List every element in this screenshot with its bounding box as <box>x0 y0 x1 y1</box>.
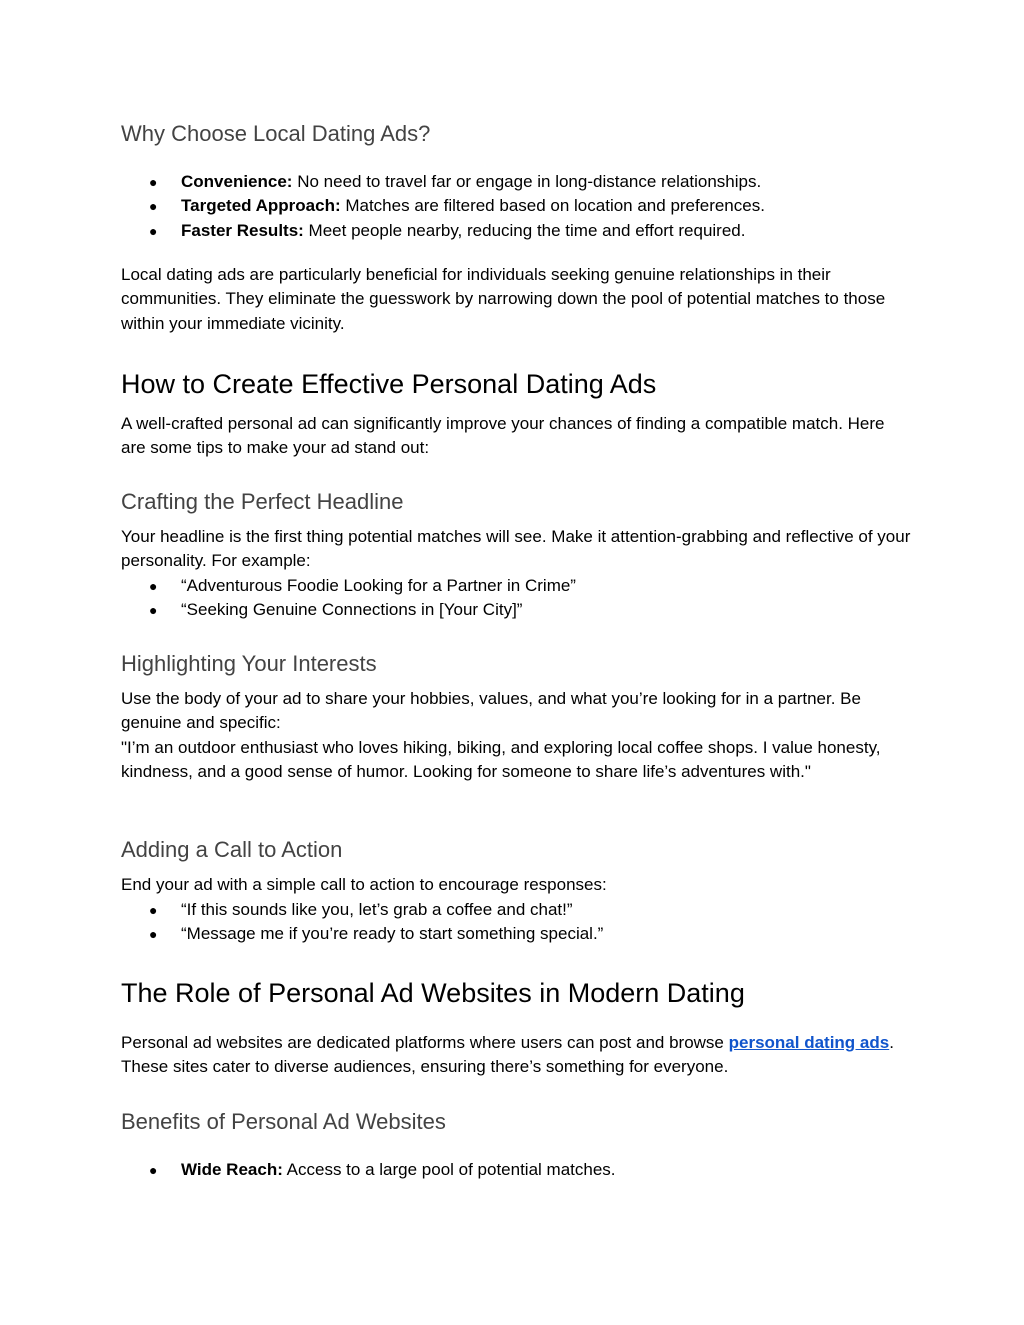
heading-why-choose: Why Choose Local Dating Ads? <box>121 121 431 146</box>
list-item <box>121 1158 616 1182</box>
bullet-icon: ● <box>149 926 158 943</box>
headline-examples-list <box>121 574 576 623</box>
list-item <box>121 898 603 922</box>
bullet-icon: ● <box>149 602 158 619</box>
list-item <box>121 574 576 598</box>
list-item <box>121 219 765 243</box>
intro-paragraph: A well-crafted personal ad can significantly improve your chances of finding a compatible match. Here are some tips to make your ad stand out: <box>121 414 885 458</box>
heading-how-to-create: How to Create Effective Personal Dating Ads <box>121 369 657 399</box>
websites-paragraph <box>121 1031 911 1080</box>
bullet-icon: ● <box>149 198 158 215</box>
cta-examples-list <box>121 898 603 947</box>
heading-role-of-websites: The Role of Personal Ad Websites in Modern Dating <box>121 978 745 1008</box>
bullet-icon: ● <box>149 222 158 239</box>
list-item <box>121 598 576 622</box>
heading-perfect-headline: Crafting the Perfect Headline <box>121 489 404 514</box>
list-text: Meet people nearby, reducing the time and effort required. <box>303 220 746 240</box>
list-text: “Adventurous Foodie Looking for a Partner in Crime” <box>181 576 576 595</box>
heading-benefits-websites: Benefits of Personal Ad Websites <box>121 1109 446 1134</box>
headline-paragraph: Your headline is the first thing potential matches will see. Make it attention-grabbing and reflective of your personality. For example: <box>121 527 911 571</box>
bullet-icon: ● <box>149 578 158 594</box>
list-term: Targeted Approach: <box>181 196 341 216</box>
personal-dating-ads-link[interactable]: personal dating ads <box>728 1033 890 1052</box>
list-term: Convenience: <box>181 172 293 191</box>
interests-paragraph: Use the body of your ad to share your hobbies, values, and what you’re looking for in a partner. Be genuine and specific: <box>121 689 861 733</box>
cta-paragraph: End your ad with a simple call to action to encourage responses: <box>121 875 607 894</box>
heading-call-to-action: Adding a Call to Action <box>121 837 343 862</box>
benefits-list <box>121 170 765 243</box>
paragraph-text: . These sites cater to diverse audiences, ensuring there’s something for everyone. <box>121 1033 894 1077</box>
interests-quote: "I’m an outdoor enthusiast who loves hiking, biking, and exploring local coffee shops. I value honesty, kindness, and a good sense of humor. Looking for someone to share life’s adventures with." <box>121 738 881 782</box>
list-term: Wide Reach: <box>181 1160 283 1179</box>
local-ads-paragraph: Local dating ads are particularly beneficial for individuals seeking genuine relationships in their communities. They eliminate the guesswork by narrowing down the pool of potential matches to those within your immediate vicinity. <box>121 265 886 333</box>
list-text: “If this sounds like you, let’s grab a coffee and chat!” <box>181 900 573 919</box>
paragraph-text: Personal ad websites are dedicated platforms where users can post and browse <box>121 1033 729 1052</box>
website-benefits-list <box>121 1158 616 1182</box>
list-text: No need to travel far or engage in long-distance relationships. <box>292 172 762 191</box>
list-text: Access to a large pool of potential matches. <box>282 1160 616 1179</box>
list-item <box>121 194 765 218</box>
list-item <box>121 922 603 946</box>
bullet-icon: ● <box>149 1162 158 1178</box>
list-term: Faster Results: <box>181 220 304 240</box>
list-item <box>121 170 765 194</box>
heading-interests: Highlighting Your Interests <box>121 651 377 676</box>
bullet-icon: ● <box>149 902 158 918</box>
bullet-icon: ● <box>149 174 158 190</box>
list-text: “Seeking Genuine Connections in [Your City]” <box>181 600 523 620</box>
list-text: Matches are filtered based on location and preferences. <box>340 196 765 216</box>
list-text: “Message me if you’re ready to start something special.” <box>181 924 604 944</box>
